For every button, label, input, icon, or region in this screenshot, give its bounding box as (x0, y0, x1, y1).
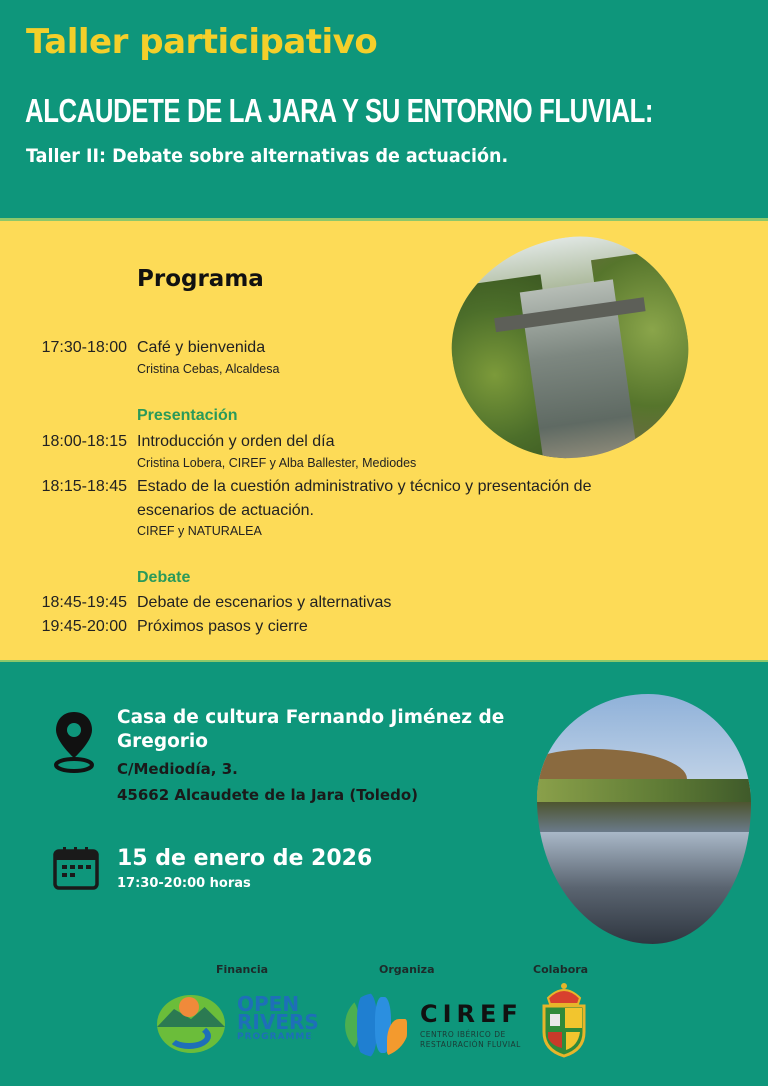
program-title: Programa (137, 266, 264, 292)
ciref-subtitle (420, 1030, 521, 1050)
schedule-time: 18:00-18:15 (41, 433, 127, 450)
event-type-title: Taller participativo (26, 22, 378, 62)
venue-street: C/Mediodía, 3. (117, 760, 238, 778)
coat-of-arms-icon (538, 980, 590, 1058)
river-reflection-photo (537, 694, 751, 944)
schedule-desc: Introducción y orden del día (137, 433, 335, 450)
organiza-label: Organiza (379, 963, 435, 976)
open-rivers-line2: RIVERS (237, 1010, 319, 1034)
ciref-sub-line2: RESTAURACIÓN FLUVIAL (420, 1040, 521, 1049)
schedule-time: 19:45-20:00 (41, 618, 127, 635)
section-heading-presentacion: Presentación (137, 407, 238, 424)
schedule-speaker: Cristina Cebas, Alcaldesa (137, 362, 280, 376)
open-rivers-line3: PROGRAMME (237, 1032, 313, 1042)
financia-label: Financia (216, 963, 269, 976)
schedule-speaker: Cristina Lobera, CIREF y Alba Ballester, Mediodes (137, 456, 417, 470)
event-subtitle: Taller II: Debate sobre alternativas de actuación. (26, 145, 509, 167)
colabora-label: Colabora (533, 963, 589, 976)
header-banner (0, 0, 768, 218)
schedule-time: 17:30-18:00 (41, 339, 127, 356)
ciref-sub-line1: CENTRO IBÉRICO DE (420, 1030, 506, 1039)
schedule-desc: Debate de escenarios y alternativas (137, 594, 392, 611)
section-heading-debate: Debate (137, 569, 191, 586)
schedule-speaker: CIREF y NATURALEA (137, 524, 262, 538)
open-rivers-line1: OPEN (237, 992, 300, 1016)
schedule-time: 18:15-18:45 (41, 478, 127, 495)
ciref-name: CIREF (420, 1000, 523, 1028)
schedule-time: 18:45-19:45 (41, 594, 127, 611)
open-rivers-logo (157, 992, 327, 1055)
location-pin-icon (52, 710, 96, 774)
schedule-desc: Próximos pasos y cierre (137, 618, 308, 635)
calendar-icon (53, 846, 99, 890)
open-rivers-mark-icon (157, 995, 225, 1053)
venue-city: 45662 Alcaudete de la Jara (Toledo) (117, 786, 419, 804)
schedule-desc: Estado de la cuestión administrativo y técnico y presentación de escenarios de actuación. (137, 478, 592, 519)
event-hours: 17:30-20:00 horas (117, 876, 251, 891)
ciref-mark-icon (345, 993, 409, 1057)
schedule-desc: Café y bienvenida (137, 339, 266, 356)
event-main-title: ALCAUDETE DE LA JARA Y SU ENTORNO FLUVIAL: (25, 92, 654, 129)
venue-name: Casa de cultura Fernando Jiménez de Gregorio (117, 707, 505, 752)
event-date: 15 de enero de 2026 (117, 846, 373, 871)
program-section (0, 221, 768, 660)
